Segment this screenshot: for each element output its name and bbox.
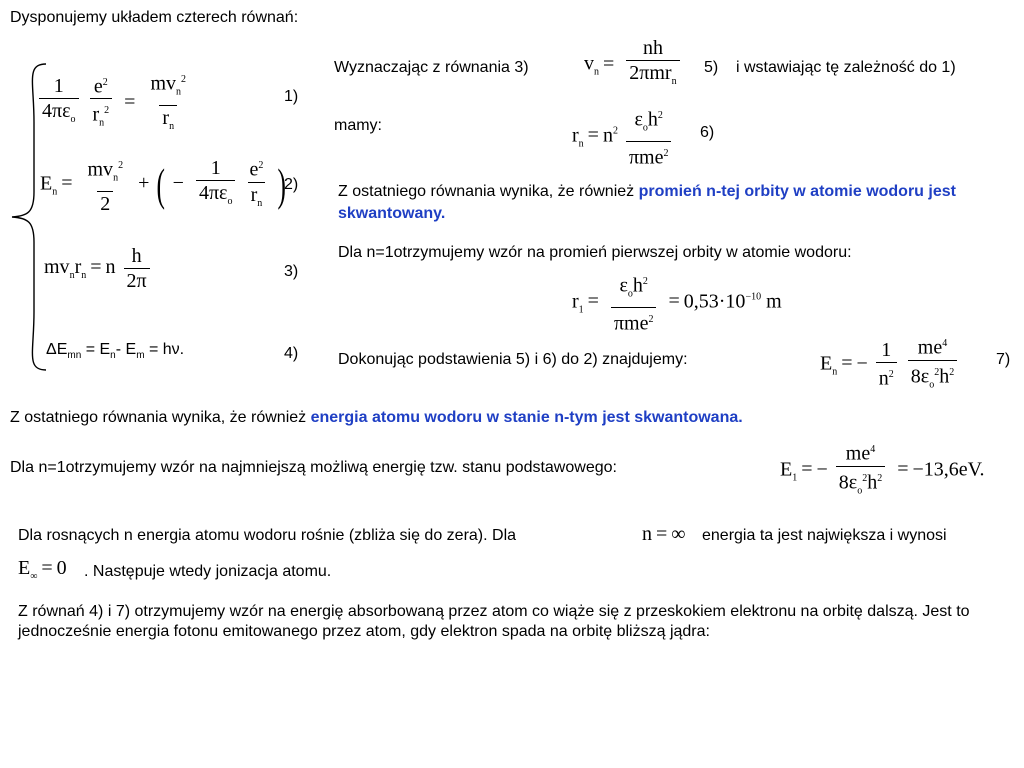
equation-ground-energy: $E_1$ = − $\frac{me^4}{8\varepsilon_o^2h^2}$ = −13,6eV. bbox=[780, 438, 985, 503]
equation-e-infinity: $E_\infty = 0$ bbox=[18, 557, 67, 582]
substitute-text: i wstawiając tę zależność do 1) bbox=[736, 59, 956, 76]
energy-conclusion: Z ostatniego równania wynika, że również energia atomu wodoru w stanie n-tym jest skwantowana. bbox=[10, 409, 743, 426]
derive-text: Wyznaczając z równania 3) bbox=[334, 59, 529, 76]
equation-3: $mv_nr_n = n$ $\frac{h}{2\pi}$ bbox=[44, 244, 153, 293]
equation-6-label: 6) bbox=[700, 124, 715, 141]
ionization-text: . Następuje wtedy jonizacja atomu. bbox=[84, 563, 332, 580]
largest-energy-text: energia ta jest największa i wynosi bbox=[702, 527, 947, 544]
equation-3-label: 3) bbox=[284, 263, 299, 280]
equation-7-label: 7) bbox=[996, 351, 1011, 368]
first-orbit-text: Dla n=1otrzymujemy wzór na promień pierwszej orbity w atomie wodoru: bbox=[338, 244, 852, 261]
equation-5-label: 5) bbox=[704, 59, 719, 76]
equation-4-label: 4) bbox=[284, 345, 299, 362]
equation-4: $\Delta E_{mn} = E_n-$ $E_m = h\nu$. bbox=[46, 341, 185, 362]
growing-n-text: Dla rosnących n energia atomu wodoru rośnie (zbliża się do zera). Dla bbox=[18, 527, 517, 544]
intro-text: Dysponujemy układem czterech równań: bbox=[10, 9, 299, 26]
substitution-text: Dokonując podstawienia 5) i 6) do 2) znajdujemy: bbox=[338, 351, 688, 368]
equation-6: $r_n = n^2$ $\frac{\varepsilon_oh^2}{\pi me^2}$ bbox=[572, 104, 674, 169]
equation-5: $v_n$ = $\frac{nh}{2\pi mr_n}$ bbox=[584, 36, 683, 94]
ground-state-text: Dla n=1otrzymujemy wzór na najmniejszą możliwą energię tzw. stanu podstawowego: bbox=[10, 459, 617, 476]
equation-1-label: 1) bbox=[284, 88, 299, 105]
absorbed-energy-paragraph: Z równań 4) i 7) otrzymujemy wzór na energię absorbowaną przez atom co wiąże się z przeskokiem elektronu na orbitę dalszą. Jest to jednocześnie energia fotonu emitowanego przez atom, gdy elektron spada na orbitę bliższą jądra: bbox=[18, 603, 970, 640]
mamy-text: mamy: bbox=[334, 117, 382, 134]
equation-n-infinity: n = ∞ bbox=[642, 523, 686, 545]
equation-first-radius: $r_1$ = $\frac{\varepsilon_oh^2}{\pi me^2}$ = $0,53\cdot 10^{-10}$ m bbox=[572, 274, 782, 335]
equation-1: $\frac{1}{4\pi\varepsilon_o}$ $\frac{e^2}{r_n^2}$ = $\frac{mv_n^2}{r_n}$ bbox=[36, 68, 192, 139]
radius-conclusion: Z ostatniego równania wynika, że również promień n-tej orbity w atomie wodoru jest skwantowany. bbox=[338, 183, 956, 222]
equation-2: $E_n$ = $\frac{mv_n^2}{2}$ + ( − $\frac{1}{4\pi\varepsilon_o}$ $\frac{e^2}{r_n}$ ) bbox=[40, 156, 287, 215]
equation-2-label: 2) bbox=[284, 176, 299, 193]
equation-7: $E_n$ = − $\frac{1}{n^2}$ $\frac{me^4}{8\varepsilon_o^2h^2}$ bbox=[820, 332, 960, 397]
